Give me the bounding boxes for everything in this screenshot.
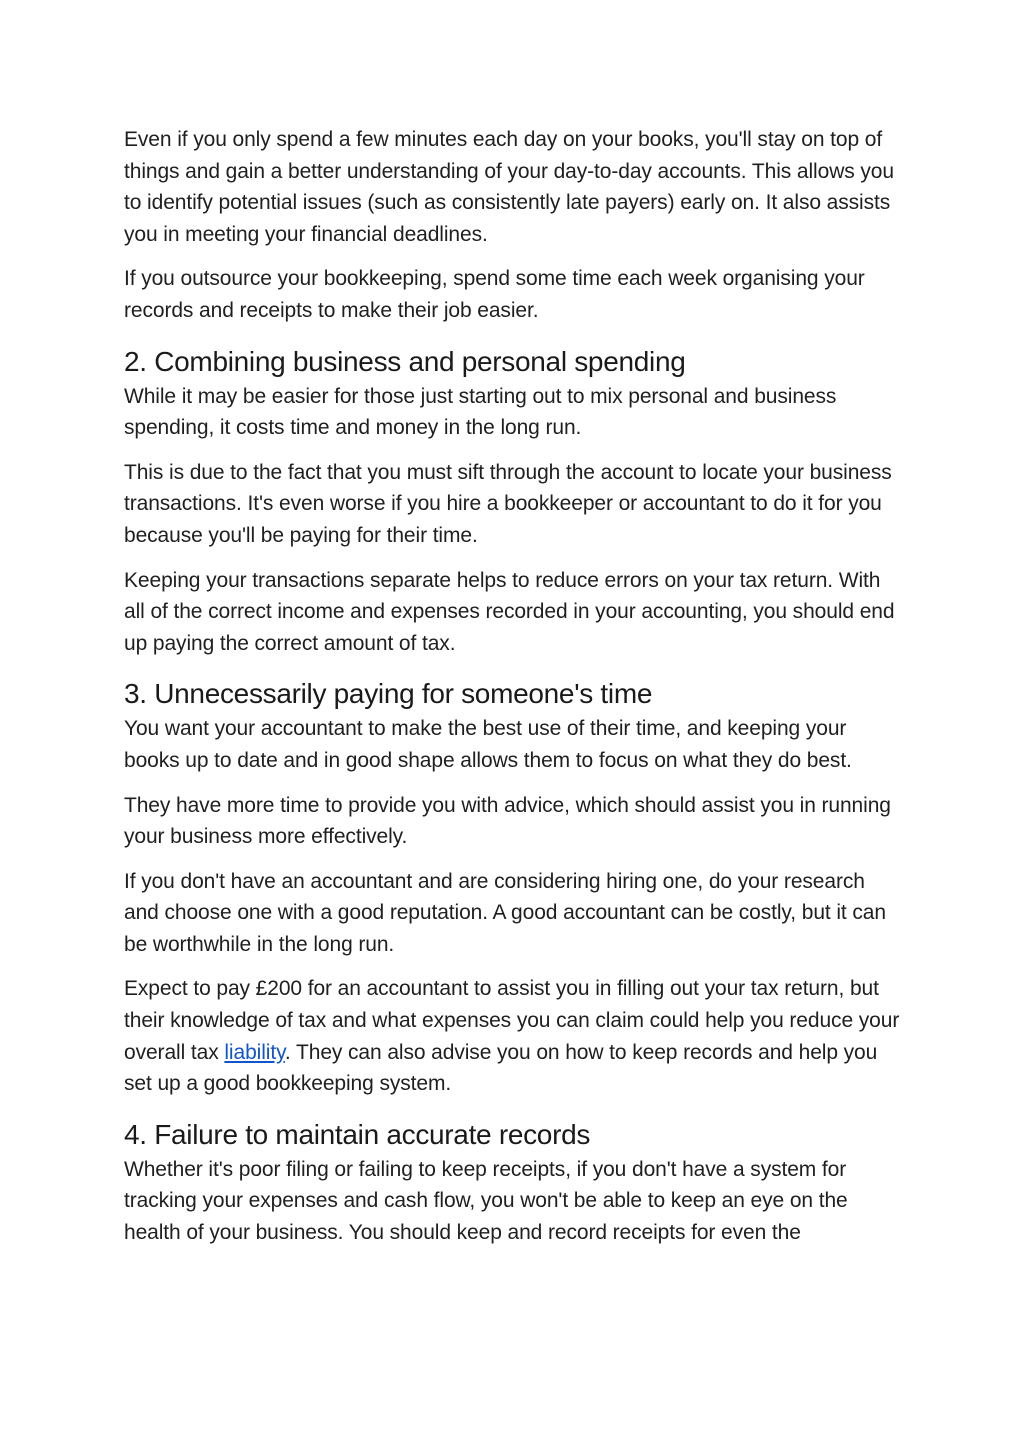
section3-paragraph-1: You want your accountant to make the best use of their time, and keeping your books up to date and in good shape allows them to focus on what they do best. — [124, 717, 852, 772]
paragraph-text-after-link: . They can also advise you on how to keep records and help you set up a good bookkeeping system. — [124, 1040, 878, 1096]
section3-paragraph-2: They have more time to provide you with advice, which should assist you in running your business more effectively. — [124, 793, 891, 849]
liability-link[interactable]: liability — [224, 1040, 285, 1064]
section2-heading: 2. Combining business and personal spending — [124, 345, 686, 377]
section2-paragraph-1: While it may be easier for those just starting out to mix personal and business spending, it costs time and money in the long run. — [124, 384, 837, 440]
document-page — [124, 124, 904, 1262]
section4-paragraph-1: Whether it's poor filing or failing to keep receipts, if you don't have a system for tracking your expenses and cash flow, you won't be able to keep an eye on the health of your business. You should keep and record receipts for even the — [124, 1157, 848, 1245]
section3-paragraph-3: If you don't have an accountant and are considering hiring one, do your research and choose one with a good reputation. A good accountant can be costly, but it can be worthwhile in the long run. — [124, 869, 886, 956]
section1-paragraph-2: If you outsource your bookkeeping, spend some time each week organising your records and receipts to make their job easier. — [124, 267, 865, 322]
section4-heading: 4. Failure to maintain accurate records — [124, 1118, 591, 1150]
section3-heading: 3. Unnecessarily paying for someone's time — [124, 678, 653, 710]
section2-paragraph-2: This is due to the fact that you must sift through the account to locate your business transactions. It's even worse if you hire a bookkeeper or accountant to do it for you because you'll be paying for their time. — [124, 460, 892, 547]
section1-paragraph-1: Even if you only spend a few minutes each day on your books, you'll stay on top of things and gain a better understanding of your day-to-day accounts. This allows you to identify potential issues (such as consistently late payers) early on. It also assists you in meeting your financial deadlines. — [124, 128, 894, 246]
section3-paragraph-4 — [124, 973, 904, 1099]
paragraph-text-before-link: Expect to pay £200 for an accountant to assist you in filling out your tax return, but their knowledge of tax and what expenses you can claim could help you reduce your overall tax — [124, 977, 900, 1064]
section2-paragraph-3: Keeping your transactions separate helps to reduce errors on your tax return. With all of the correct income and expenses recorded in your accounting, you should end up paying the correct amount of tax. — [124, 568, 895, 655]
